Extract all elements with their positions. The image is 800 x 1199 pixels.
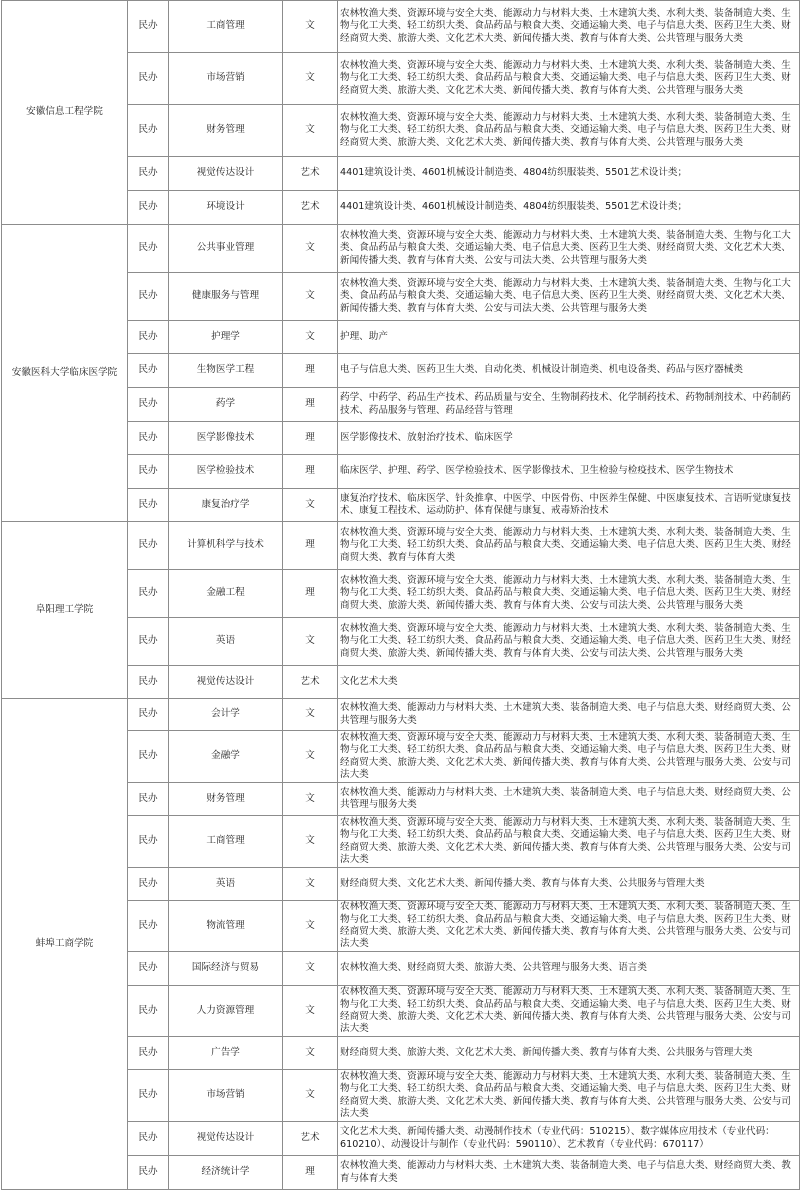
school-type: 民办	[128, 699, 169, 731]
school-type: 民办	[128, 783, 169, 816]
school-type: 民办	[128, 354, 169, 388]
subject-category: 艺术	[283, 666, 338, 699]
eligible-majors: 药学、中药学、药品生产技术、药品质量与安全、生物制药技术、化学制药技术、药物制剂技术、中药制药技术、药品服务与管理、药品经营与管理	[338, 388, 800, 422]
eligible-majors: 农林牧渔大类、能源动力与材料大类、土木建筑大类、装备制造大类、电子与信息大类、财经商贸大类、公共管理与服务大类	[338, 699, 800, 731]
school-type: 民办	[128, 731, 169, 783]
major-name: 财务管理	[169, 105, 283, 157]
school-type: 民办	[128, 522, 169, 570]
eligible-majors: 农林牧渔大类、能源动力与材料大类、土木建筑大类、装备制造大类、电子与信息大类、财经商贸大类、公共管理与服务大类	[338, 783, 800, 816]
school-type: 民办	[128, 225, 169, 273]
school-type: 民办	[128, 388, 169, 422]
subject-category: 艺术	[283, 191, 338, 225]
major-name: 英语	[169, 618, 283, 666]
major-name: 财务管理	[169, 783, 283, 816]
admission-table-body	[2, 1, 800, 1190]
subject-category: 文	[283, 1, 338, 53]
table-row	[2, 699, 800, 731]
eligible-majors: 4401建筑设计类、4601机械设计制造类、4804纺织服装类、5501艺术设计类；	[338, 157, 800, 191]
subject-category: 文	[283, 53, 338, 105]
major-name: 金融工程	[169, 570, 283, 618]
major-name: 金融学	[169, 731, 283, 783]
admission-table	[1, 0, 800, 1190]
school-type: 民办	[128, 952, 169, 986]
eligible-majors: 农林牧渔大类、资源环境与安全大类、能源动力与材料大类、土木建筑大类、水利大类、装备制造大类、生物与化工大类、轻工纺织大类、食品药品与粮食大类、交通运输大类、电子信息大类、医药卫生大类、财经商贸大类、旅游大类、新闻传播大类、教育与体育大类、公安与司法大类、公共管理与服务大类	[338, 618, 800, 666]
eligible-majors: 4401建筑设计类、4601机械设计制造类、4804纺织服装类、5501艺术设计类；	[338, 191, 800, 225]
eligible-majors: 农林牧渔大类、资源环境与安全大类、能源动力与材料大类、土木建筑大类、水利大类、装备制造大类、生物与化工大类、轻工纺织大类、食品药品与粮食大类、交通运输大类、电子与信息大类、医药卫生大类、财经商贸大类、旅游大类、文化艺术大类、新闻传播大类、教育与体育大类、公共管理与服务大类	[338, 1, 800, 53]
school-type: 民办	[128, 618, 169, 666]
school-type: 民办	[128, 105, 169, 157]
subject-category: 文	[283, 699, 338, 731]
major-name: 英语	[169, 868, 283, 901]
eligible-majors: 农林牧渔大类、能源动力与材料大类、土木建筑大类、装备制造大类、电子与信息大类、财经商贸大类、教育与体育大类	[338, 1156, 800, 1190]
eligible-majors: 财经商贸大类、旅游大类、文化艺术大类、新闻传播大类、教育与体育大类、公共服务与管理大类	[338, 1037, 800, 1070]
subject-category: 文	[283, 1070, 338, 1122]
major-name: 健康服务与管理	[169, 273, 283, 321]
school-type: 民办	[128, 986, 169, 1037]
eligible-majors: 农林牧渔大类、资源环境与安全大类、能源动力与材料大类、土木建筑大类、水利大类、装备制造大类、生物与化工大类、轻工纺织大类、食品药品与粮食大类、交通运输大类、电子信息大类、医药卫生大类、财经商贸大类、旅游大类、新闻传播大类、教育与体育大类、公安与司法大类、公共管理与服务大类	[338, 570, 800, 618]
subject-category: 理	[283, 388, 338, 422]
subject-category: 理	[283, 570, 338, 618]
major-name: 经济统计学	[169, 1156, 283, 1190]
major-name: 工商管理	[169, 816, 283, 868]
major-name: 市场营销	[169, 53, 283, 105]
school-type: 民办	[128, 901, 169, 952]
table-row	[2, 225, 800, 273]
eligible-majors: 文化艺术大类、新闻传播大类、动漫制作技术（专业代码：510215）、数字媒体应用技术（专业代码：610210）、动漫设计与制作（专业代码：590110）、艺术教育（专业代码：670117）	[338, 1122, 800, 1156]
eligible-majors: 农林牧渔大类、资源环境与安全大类、能源动力与材料大类、土木建筑大类、装备制造大类、生物与化工大类、食品药品与粮食大类、交通运输大类、电子信息大类、医药卫生大类、财经商贸大类、文化艺术大类、新闻传播大类、教育与体育大类、公安与司法大类、公共管理与服务大类	[338, 225, 800, 273]
subject-category: 文	[283, 731, 338, 783]
eligible-majors: 农林牧渔大类、资源环境与安全大类、能源动力与材料大类、土木建筑大类、水利大类、装备制造大类、生物与化工大类、轻工纺织大类、食品药品与粮食大类、交通运输大类、电子与信息大类、医药卫生大类、财经商贸大类、旅游大类、文化艺术大类、新闻传播大类、教育与体育大类、公共管理与服务大类、公安与司法大类	[338, 1070, 800, 1122]
major-name: 药学	[169, 388, 283, 422]
major-name: 视觉传达设计	[169, 1122, 283, 1156]
school-type: 民办	[128, 868, 169, 901]
school-name: 安徽信息工程学院	[2, 1, 128, 225]
school-type: 民办	[128, 489, 169, 522]
subject-category: 文	[283, 986, 338, 1037]
subject-category: 文	[283, 273, 338, 321]
major-name: 康复治疗学	[169, 489, 283, 522]
eligible-majors: 农林牧渔大类、资源环境与安全大类、能源动力与材料大类、土木建筑大类、水利大类、装备制造大类、生物与化工大类、轻工纺织大类、食品药品与粮食大类、交通运输大类、电子与信息大类、医药卫生大类、财经商贸大类、旅游大类、文化艺术大类、新闻传播大类、教育与体育大类、公共管理与服务大类	[338, 105, 800, 157]
subject-category: 理	[283, 422, 338, 455]
major-name: 国际经济与贸易	[169, 952, 283, 986]
eligible-majors: 护理、助产	[338, 321, 800, 354]
major-name: 环境设计	[169, 191, 283, 225]
major-name: 工商管理	[169, 1, 283, 53]
school-type: 民办	[128, 191, 169, 225]
eligible-majors: 农林牧渔大类、资源环境与安全大类、能源动力与材料大类、土木建筑大类、水利大类、装备制造大类、生物与化工大类、轻工纺织大类、食品药品与粮食大类、交通运输大类、电子与信息大类、医药卫生大类、财经商贸大类、旅游大类、文化艺术大类、新闻传播大类、教育与体育大类、公共管理与服务大类、公安与司法大类	[338, 816, 800, 868]
subject-category: 艺术	[283, 157, 338, 191]
eligible-majors: 财经商贸大类、文化艺术大类、新闻传播大类、教育与体育大类、公共服务与管理大类	[338, 868, 800, 901]
subject-category: 文	[283, 105, 338, 157]
subject-category: 理	[283, 1156, 338, 1190]
eligible-majors: 电子与信息大类、医药卫生大类、自动化类、机械设计制造类、机电设备类、药品与医疗器械类	[338, 354, 800, 388]
subject-category: 理	[283, 354, 338, 388]
major-name: 护理学	[169, 321, 283, 354]
major-name: 生物医学工程	[169, 354, 283, 388]
subject-category: 文	[283, 816, 338, 868]
school-type: 民办	[128, 1070, 169, 1122]
subject-category: 文	[283, 952, 338, 986]
subject-category: 文	[283, 1037, 338, 1070]
major-name: 计算机科学与技术	[169, 522, 283, 570]
major-name: 公共事业管理	[169, 225, 283, 273]
major-name: 物流管理	[169, 901, 283, 952]
major-name: 医学检验技术	[169, 455, 283, 489]
major-name: 市场营销	[169, 1070, 283, 1122]
major-name: 人力资源管理	[169, 986, 283, 1037]
subject-category: 文	[283, 489, 338, 522]
school-type: 民办	[128, 53, 169, 105]
major-name: 视觉传达设计	[169, 666, 283, 699]
school-type: 民办	[128, 455, 169, 489]
school-name: 蚌埠工商学院	[2, 699, 128, 1190]
subject-category: 文	[283, 783, 338, 816]
subject-category: 理	[283, 455, 338, 489]
eligible-majors: 康复治疗技术、临床医学、针灸推拿、中医学、中医骨伤、中医养生保健、中医康复技术、言语听觉康复技术、康复工程技术、运动防护、体育保健与康复、戒毒矫治技术	[338, 489, 800, 522]
major-name: 会计学	[169, 699, 283, 731]
school-type: 民办	[128, 1037, 169, 1070]
school-type: 民办	[128, 666, 169, 699]
subject-category: 文	[283, 618, 338, 666]
eligible-majors: 文化艺术大类	[338, 666, 800, 699]
table-row	[2, 522, 800, 570]
school-type: 民办	[128, 422, 169, 455]
eligible-majors: 临床医学、护理、药学、医学检验技术、医学影像技术、卫生检验与检疫技术、医学生物技术	[338, 455, 800, 489]
school-type: 民办	[128, 321, 169, 354]
major-name: 视觉传达设计	[169, 157, 283, 191]
eligible-majors: 医学影像技术、放射治疗技术、临床医学	[338, 422, 800, 455]
eligible-majors: 农林牧渔大类、资源环境与安全大类、能源动力与材料大类、土木建筑大类、水利大类、装备制造大类、生物与化工大类、轻工纺织大类、食品药品与粮食大类、交通运输大类、电子与信息大类、医药卫生大类、财经商贸大类、旅游大类、文化艺术大类、新闻传播大类、教育与体育大类、公共管理与服务大类、公安与司法大类	[338, 731, 800, 783]
table-row	[2, 1, 800, 53]
school-type: 民办	[128, 273, 169, 321]
school-type: 民办	[128, 570, 169, 618]
subject-category: 艺术	[283, 1122, 338, 1156]
subject-category: 文	[283, 901, 338, 952]
school-type: 民办	[128, 1, 169, 53]
subject-category: 文	[283, 321, 338, 354]
eligible-majors: 农林牧渔大类、财经商贸大类、旅游大类、公共管理与服务大类、语言类	[338, 952, 800, 986]
eligible-majors: 农林牧渔大类、资源环境与安全大类、能源动力与材料大类、土木建筑大类、装备制造大类、生物与化工大类、食品药品与粮食大类、交通运输大类、电子信息大类、医药卫生大类、财经商贸大类、文化艺术大类、新闻传播大类、教育与体育大类、公安与司法大类、公共管理与服务大类	[338, 273, 800, 321]
eligible-majors: 农林牧渔大类、资源环境与安全大类、能源动力与材料大类、土木建筑大类、水利大类、装备制造大类、生物与化工大类、轻工纺织大类、食品药品与粮食大类、交通运输大类、电子与信息大类、医药卫生大类、财经商贸大类、旅游大类、文化艺术大类、新闻传播大类、教育与体育大类、公共管理与服务大类、公安与司法大类	[338, 901, 800, 952]
eligible-majors: 农林牧渔大类、资源环境与安全大类、能源动力与材料大类、土木建筑大类、水利大类、装备制造大类、生物与化工大类、轻工纺织大类、食品药品与粮食大类、交通运输大类、电子与信息大类、医药卫生大类、财经商贸大类、旅游大类、文化艺术大类、新闻传播大类、教育与体育大类、公共管理与服务大类	[338, 53, 800, 105]
school-type: 民办	[128, 1122, 169, 1156]
eligible-majors: 农林牧渔大类、资源环境与安全大类、能源动力与材料大类、土木建筑大类、水利大类、装备制造大类、生物与化工大类、轻工纺织大类、食品药品与粮食大类、交通运输大类、电子与信息大类、医药卫生大类、财经商贸大类、旅游大类、文化艺术大类、新闻传播大类、教育与体育大类、公共管理与服务大类、公安与司法大类	[338, 986, 800, 1037]
major-name: 医学影像技术	[169, 422, 283, 455]
eligible-majors: 农林牧渔大类、资源环境与安全大类、能源动力与材料大类、土木建筑大类、水利大类、装备制造大类、生物与化工大类、轻工纺织大类、食品药品与粮食大类、交通运输大类、电子信息大类、医药卫生大类、财经商贸大类、教育与体育大类	[338, 522, 800, 570]
school-type: 民办	[128, 1156, 169, 1190]
school-name: 安徽医科大学临床医学院	[2, 225, 128, 522]
school-type: 民办	[128, 157, 169, 191]
school-name: 阜阳理工学院	[2, 522, 128, 699]
subject-category: 文	[283, 868, 338, 901]
school-type: 民办	[128, 816, 169, 868]
major-name: 广告学	[169, 1037, 283, 1070]
subject-category: 理	[283, 522, 338, 570]
subject-category: 文	[283, 225, 338, 273]
